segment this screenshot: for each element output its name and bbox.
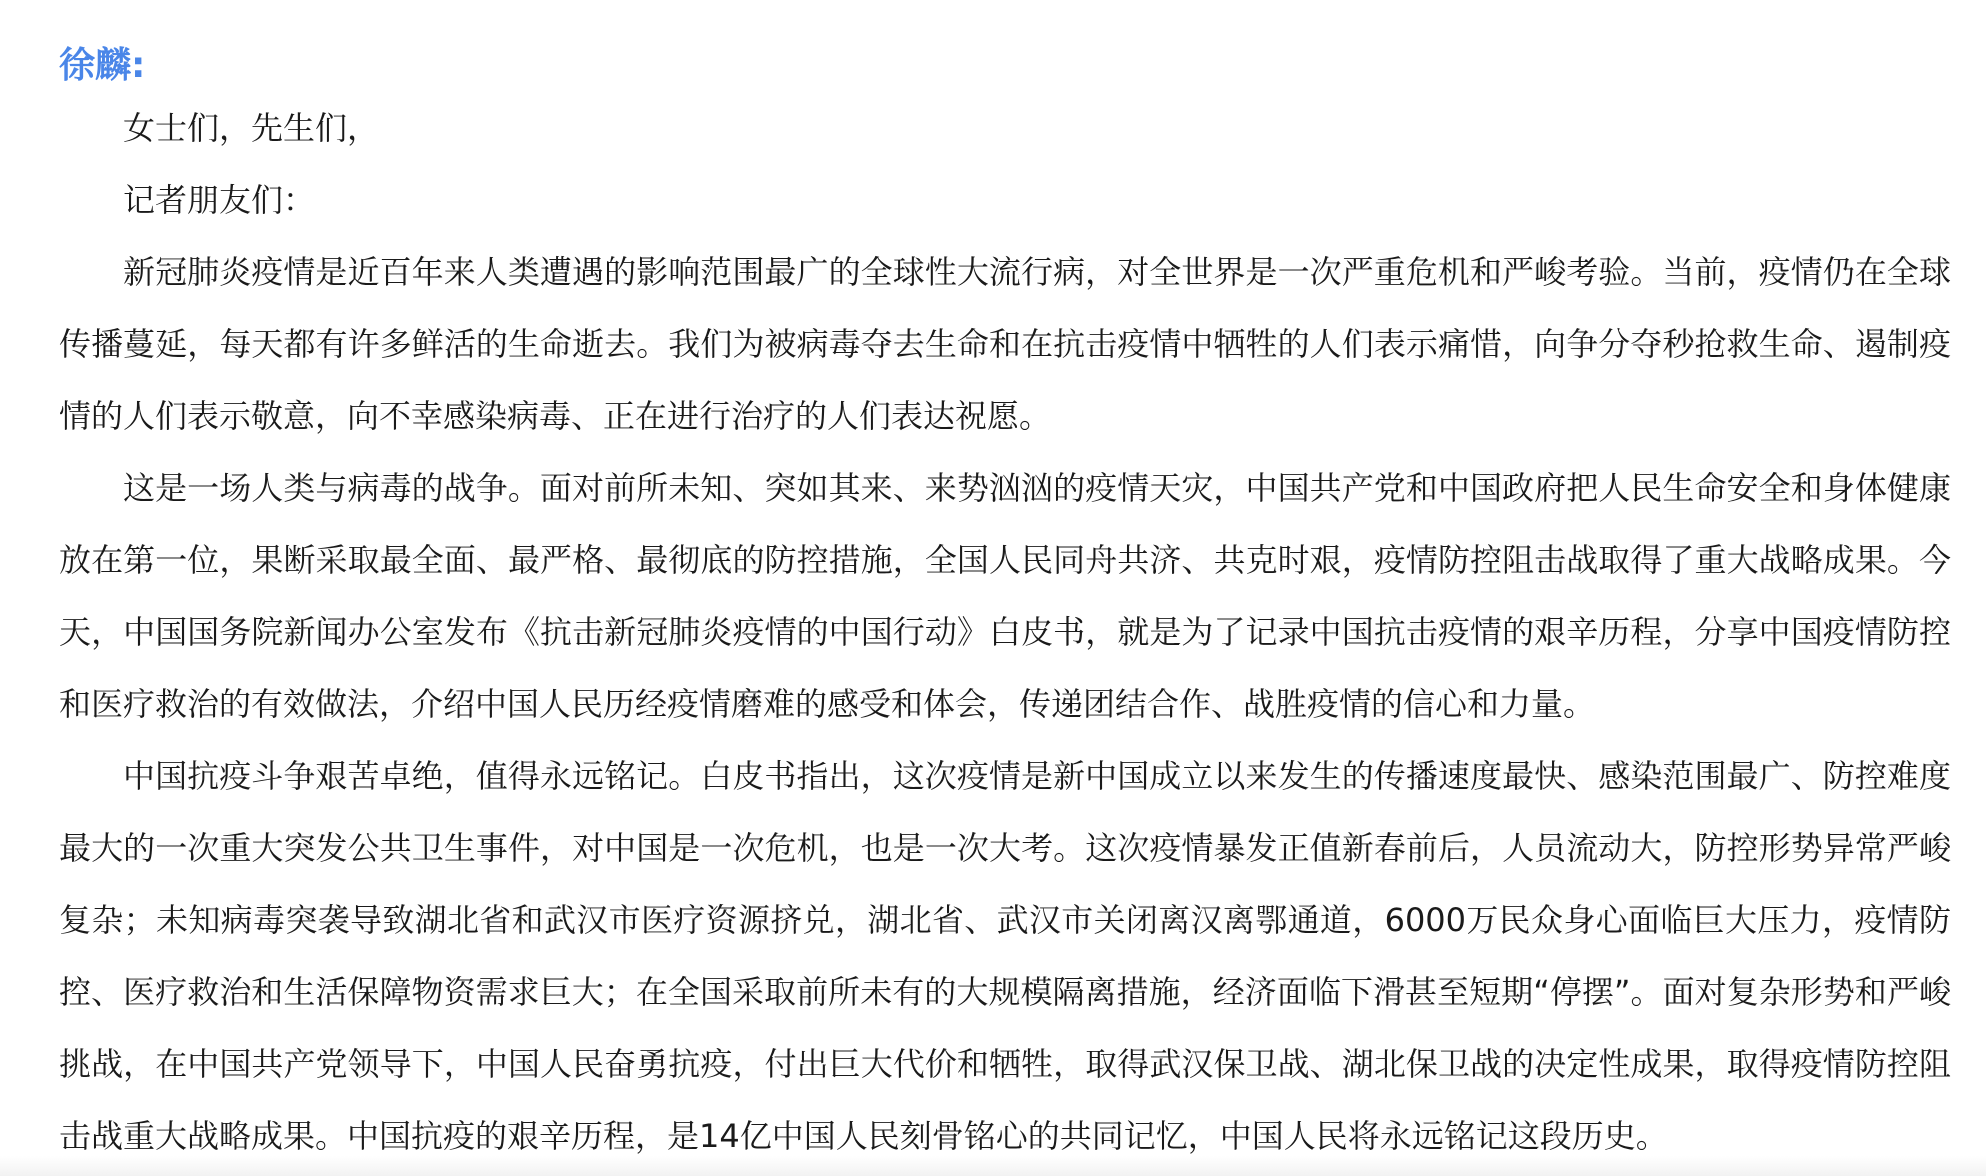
speech-paragraph: 这是一场人类与病毒的战争。面对前所未知、突如其来、来势汹汹的疫情天灾，中国共产党和中国政府把人民生命安全和身体健康放在第一位，果断采取最全面、最严格、最彻底的防控措施，全国人民同舟共济、共克时艰，疫情防控阻击战取得了重大战略成果。今天，中国国务院新闻办公室发布《抗击新冠肺炎疫情的中国行动》白皮书，就是为了记录中国抗击疫情的艰辛历程，分享中国疫情防控和医疗救治的有效做法，介绍中国人民历经疫情磨难的感受和体会，传递团结合作、战胜疫情的信心和力量。 bbox=[59, 469, 1951, 723]
page-bottom-edge bbox=[0, 1156, 1986, 1176]
speech-paragraph: 中国抗疫斗争艰苦卓绝，值得永远铭记。白皮书指出，这次疫情是新中国成立以来发生的传播速度最快、感染范围最广、防控难度最大的一次重大突发公共卫生事件，对中国是一次危机，也是一次大考。这次疫情暴发正值新春前后，人员流动大，防控形势异常严峻复杂；未知病毒突袭导致湖北省和武汉市医疗资源挤兑，湖北省、武汉市关闭离汉离鄂通道，6000万民众身心面临巨大压力，疫情防控、医疗救治和生活保障物资需求巨大；在全国采取前所未有的大规模隔离措施，经济面临下滑甚至短期“停摆”。面对复杂形势和严峻挑战，在中国共产党领导下，中国人民奋勇抗疫，付出巨大代价和牺牲，取得武汉保卫战、湖北保卫战的决定性成果，取得疫情防控阻击战重大战略成果。中国抗疫的艰辛历程，是14亿中国人民刻骨铭心的共同记忆，中国人民将永远铭记这段历史。 bbox=[59, 757, 1951, 1155]
speech-paragraph: 新冠肺炎疫情是近百年来人类遭遇的影响范围最广的全球性大流行病，对全世界是一次严重危机和严峻考验。当前，疫情仍在全球传播蔓延，每天都有许多鲜活的生命逝去。我们为被病毒夺去生命和在抗击疫情中牺牲的人们表示痛惜，向争分夺秒抢救生命、遏制疫情的人们表示敬意，向不幸感染病毒、正在进行治疗的人们表达祝愿。 bbox=[59, 253, 1951, 435]
salutation-line: 女士们，先生们， bbox=[123, 109, 380, 147]
salutation-line: 记者朋友们： bbox=[123, 181, 316, 219]
speaker-name: 徐麟: bbox=[59, 45, 146, 86]
